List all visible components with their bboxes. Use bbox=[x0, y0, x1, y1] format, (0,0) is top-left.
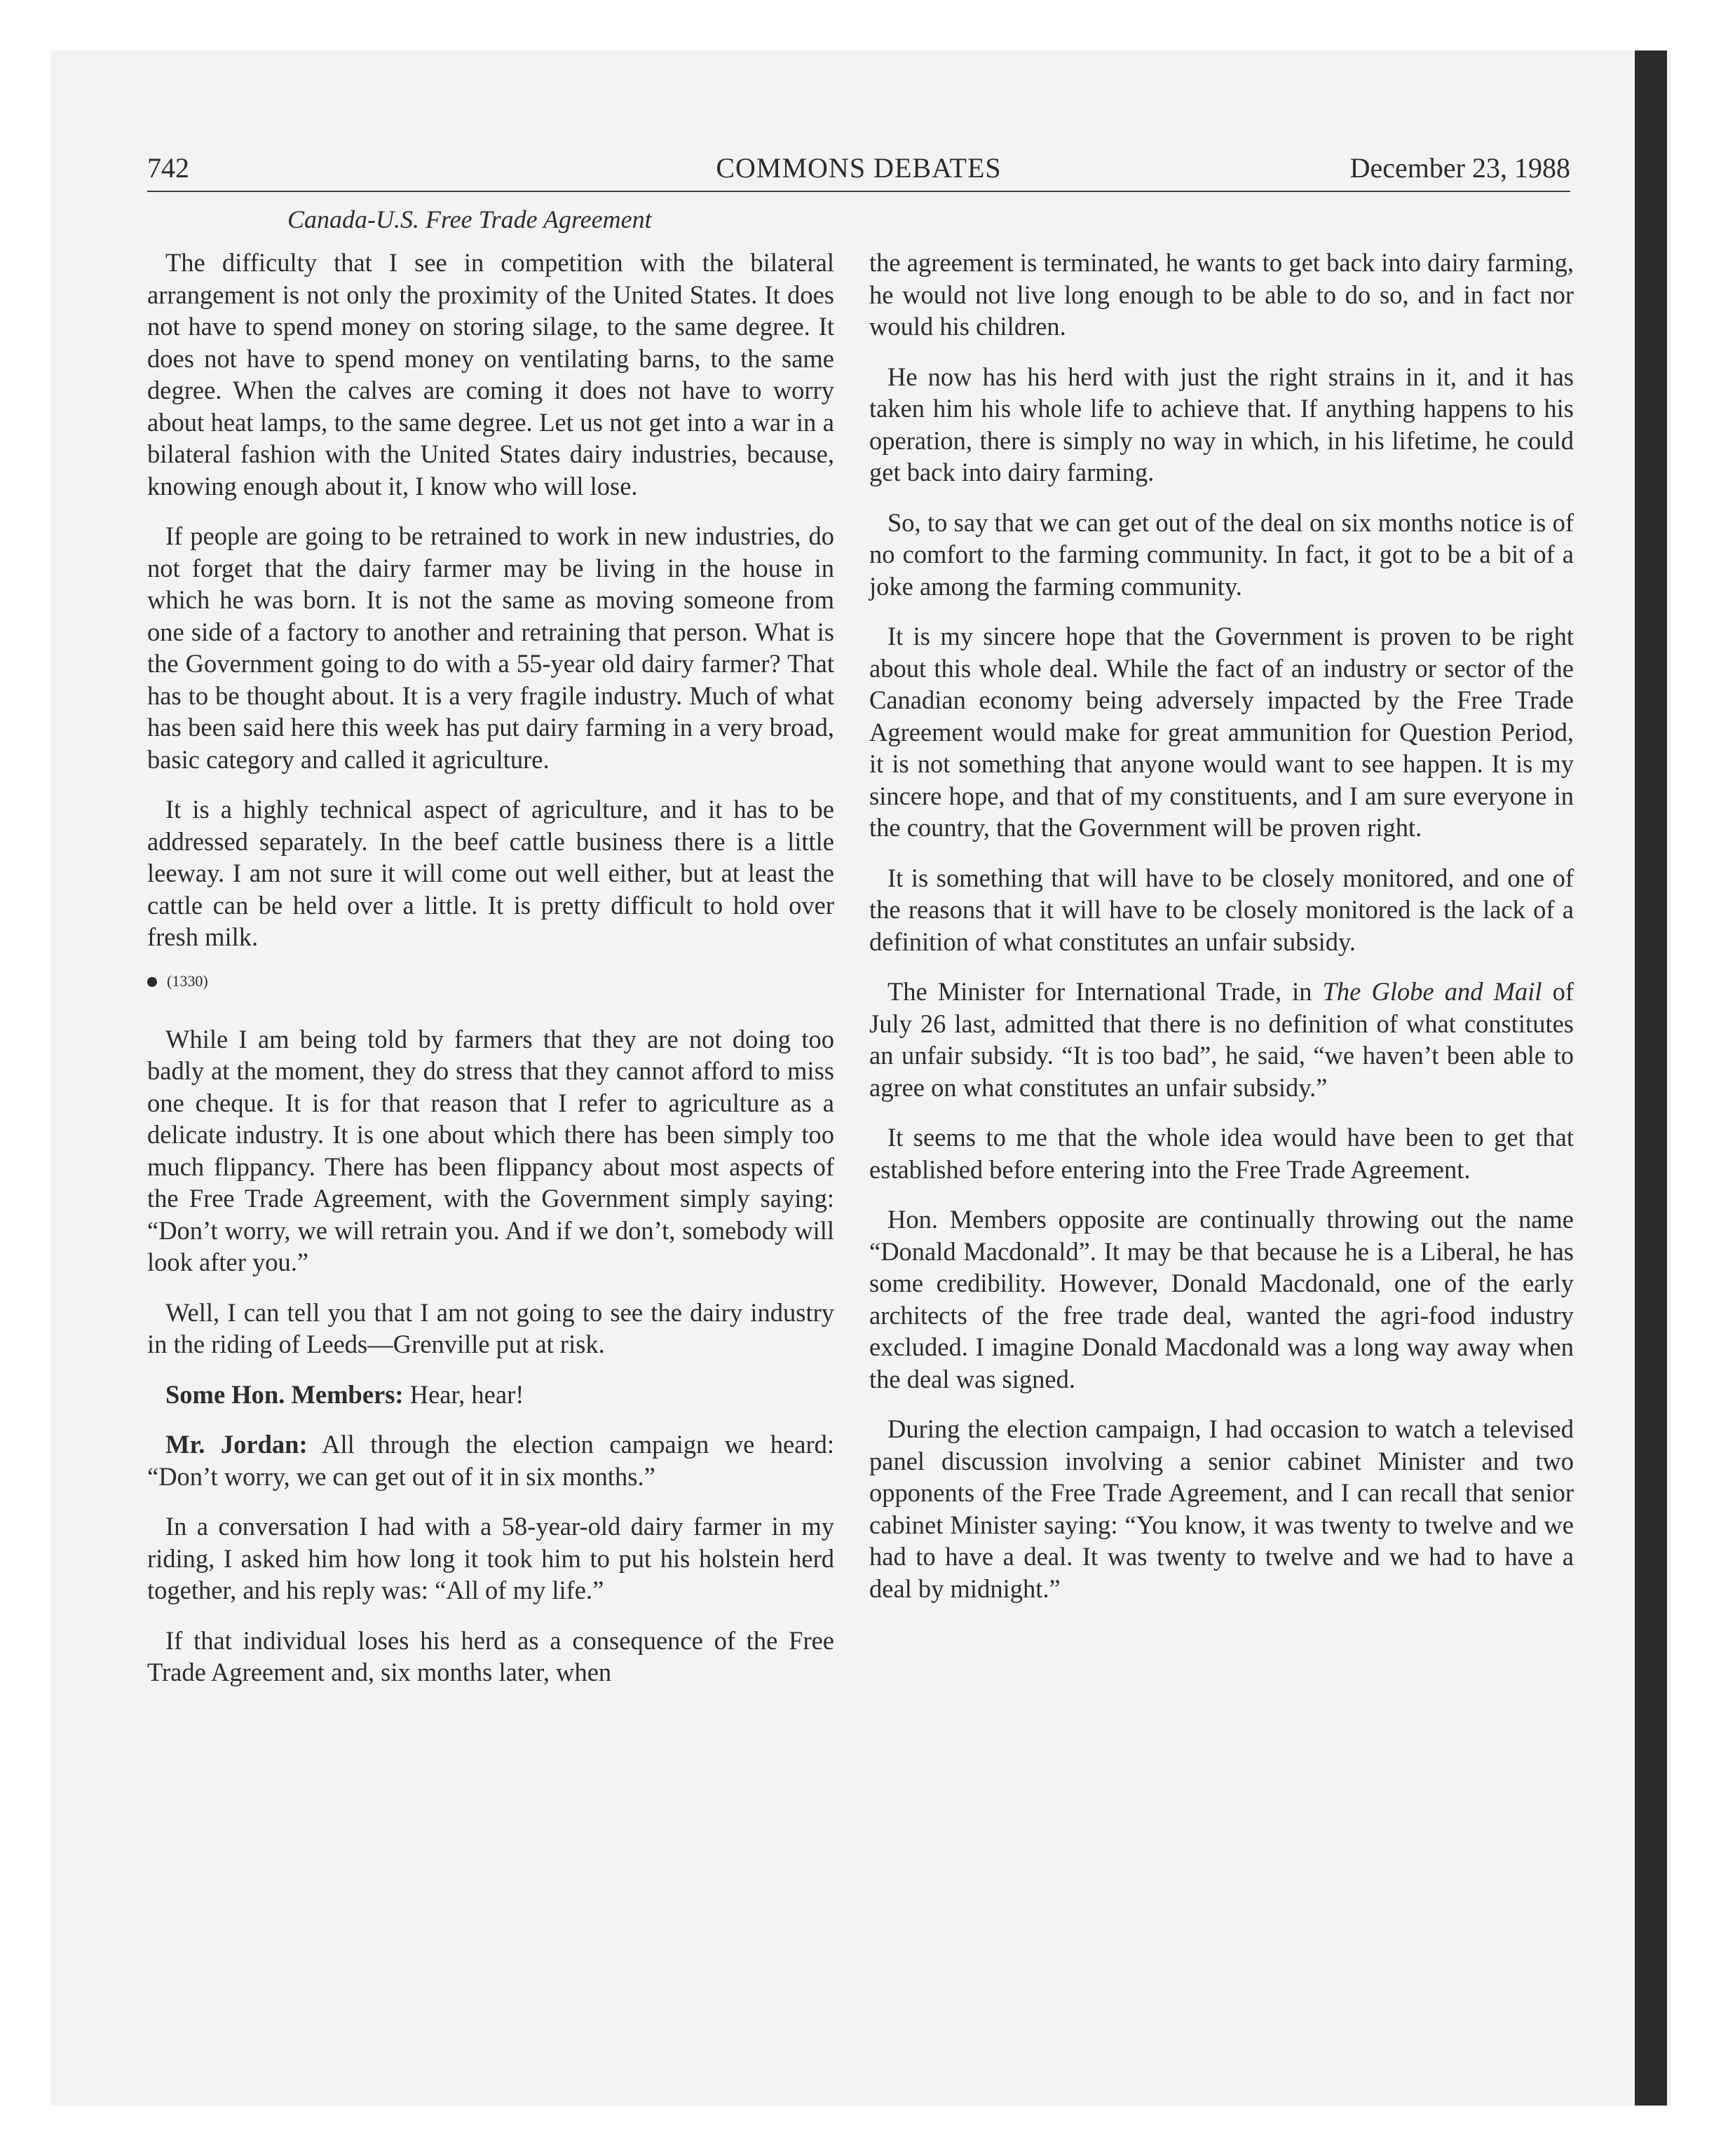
section-title: Canada-U.S. Free Trade Agreement bbox=[287, 205, 652, 233]
paragraph: The difficulty that I see in competition with the bilateral arrangement is not only the proximity of the United States. It does not have to spend money on storing silage, to the same degree. It does not have to spend money on ventilating barns, to the same degree. When the calves are coming it does not have to worry about heat lamps, to the same degree. Let us not get into a war in a bilateral fashion with the United States dairy industries, because, knowing enough about it, I know who will lose. bbox=[147, 248, 834, 500]
speech-text: All through the election campaign we heard: “Don’t worry, we can get out of it in six months.” bbox=[147, 1430, 834, 1491]
paragraph: Well, I can tell you that I am not going to see the dairy industry in the riding of Leeds—Grenville put at risk. bbox=[147, 1297, 834, 1358]
right-column bbox=[869, 247, 1574, 1623]
speech-paragraph bbox=[147, 1428, 834, 1492]
time-marker bbox=[147, 967, 834, 995]
paragraph: In a conversation I had with a 58-year-old dairy farmer in my riding, I asked him how long it took him to put his holstein herd together, and his reply was: “All of my life.” bbox=[147, 1512, 834, 1604]
publication-date: December 23, 1988 bbox=[1349, 152, 1570, 184]
scan-edge-shadow bbox=[1635, 50, 1667, 2106]
paragraph: the agreement is terminated, he wants to get back into dairy farming, he would not live long enough to be able to do so, and in fact nor would his children. bbox=[869, 248, 1574, 341]
paragraph: If that individual loses his herd as a consequence of the Free Trade Agreement and, six months later, when bbox=[147, 1625, 834, 1686]
time-marker-label: (1330) bbox=[167, 971, 208, 990]
paragraph: It is my sincere hope that the Government is proven to be right about this whole deal. While the fact of an industry or sector of the Canadian economy being adversely impacted by the Free Trade Agreement would make for great ammunition for Question Period, it is not something that anyone would want to see happen. It is my sincere hope, and that of my constituents, and I am sure everyone in the country, that the Government will be proven right. bbox=[869, 622, 1574, 842]
paragraph: It seems to me that the whole idea would have been to get that established before entering into the Free Trade Agreement. bbox=[869, 1123, 1574, 1184]
page-header bbox=[147, 149, 1570, 192]
paragraph: While I am being told by farmers that they are not doing too badly at the moment, they do stress that they cannot afford to miss one cheque. It is for that reason that I refer to agriculture as a delicate industry. It is one about which there has been simply too much flippancy. There has been flippancy about most aspects of the Free Trade Agreement, with the Government simply saying: “Don’t worry, we will retrain you. And if we don’t, somebody will look after you.” bbox=[147, 1024, 834, 1276]
speech-paragraph bbox=[147, 1379, 834, 1411]
text-run: The Minister for International Trade, in bbox=[887, 977, 1323, 1006]
paragraph: It is something that will have to be closely monitored, and one of the reasons that it will have to be closely monitored is the lack of a definition of what constitutes an unfair subsidy. bbox=[869, 863, 1574, 956]
paragraph bbox=[869, 976, 1574, 1103]
paragraph: If people are going to be retrained to work in new industries, do not forget that the dairy farmer may be living in the house in which he was born. It is not the same as moving someone from one side of a factory to another and retraining that person. What is the Government going to do with a 55-year old dairy farmer? That has to be thought about. It is a very fragile industry. Much of what has been said here this week has put dairy farming in a very broad, basic category and called it agriculture. bbox=[147, 521, 834, 774]
paragraph: He now has his herd with just the right strains in it, and it has taken him his whole life to achieve that. If anything happens to his operation, there is simply no way in which, in his lifetime, he could get back into dairy farming. bbox=[869, 362, 1574, 486]
newspaper-title: The Globe and Mail bbox=[1322, 977, 1542, 1006]
page-number: 742 bbox=[147, 152, 189, 184]
paragraph: Hon. Members opposite are continually throwing out the name “Donald Macdonald”. It may be that because he is a Liberal, he has some credibility. However, Donald Macdonald, one of the early architects of the free trade deal, wanted the agri-food industry excluded. I imagine Donald Macdonald was a long way away when the deal was signed. bbox=[869, 1205, 1574, 1393]
publication-title: COMMONS DEBATES bbox=[716, 152, 1002, 184]
bullet-icon bbox=[147, 977, 157, 987]
speaker-name: Some Hon. Members: bbox=[165, 1379, 404, 1409]
speaker-name: Mr. Jordan: bbox=[165, 1430, 308, 1459]
paragraph: It is a highly technical aspect of agriculture, and it has to be addressed separately. In the beef cattle business there is a little leeway. I am not sure it will come out well either, but at least the cattle can be held over a little. It is pretty difficult to hold over fresh milk. bbox=[147, 795, 834, 951]
paragraph: So, to say that we can get out of the deal on six months notice is of no comfort to the farming community. In fact, it got to be a bit of a joke among the farming community. bbox=[869, 507, 1574, 601]
text-run: of July 26 last, admitted that there is no definition of what constitutes an unfair subsidy. “It is too bad”, he said, “we haven’t been able to agree on what constitutes an unfair subsidy.” bbox=[869, 977, 1574, 1102]
left-column bbox=[147, 247, 834, 1707]
paragraph: During the election campaign, I had occasion to watch a televised panel discussion involving a senior cabinet Minister and two opponents of the Free Trade Agreement, and I can recall that senior cabinet Minister saying: “You know, it was twenty to twelve and we had to have a deal. It was twenty to twelve and we had to have a deal by midnight.” bbox=[869, 1414, 1574, 1603]
speech-text: Hear, hear! bbox=[403, 1379, 524, 1409]
